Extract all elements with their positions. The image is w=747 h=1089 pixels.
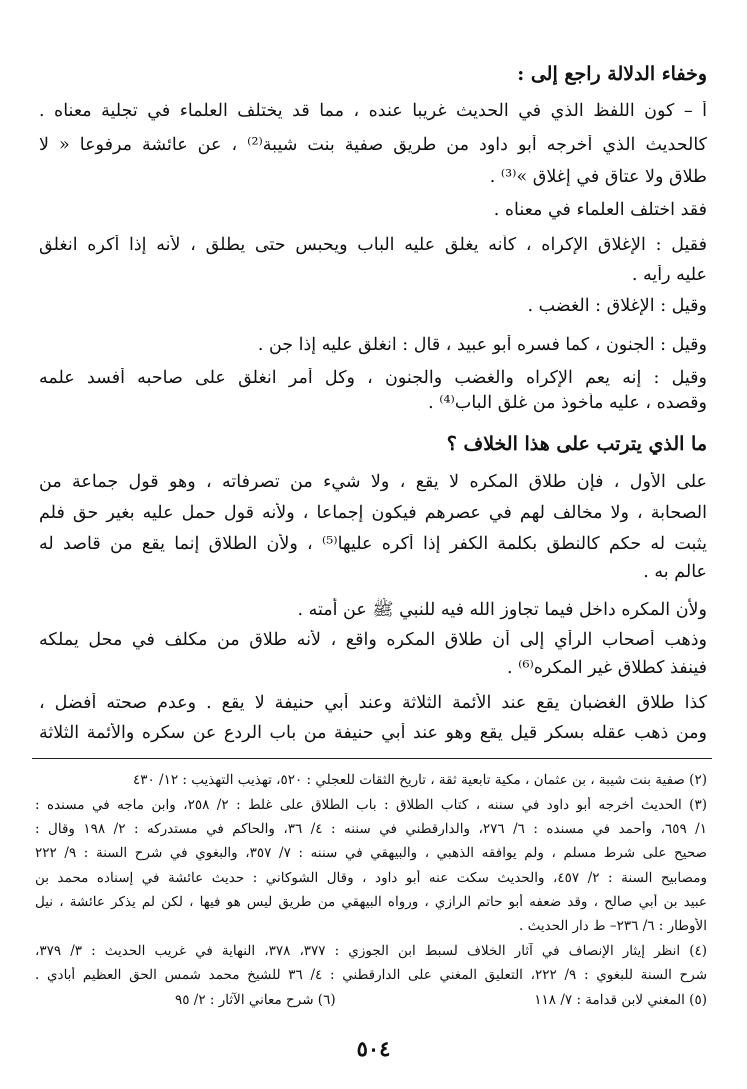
body-line: على الأول ، فإن طلاق المكره لا يقع ، ولا شيء من تصرفاته ، وهو قول جماعة من <box>39 472 707 492</box>
footnote-line: ومصابيح السنة : ٢/ ٤٥٧، والحديث سكت عنه أبو داود ، وقال الشوكاني : حديث عائشة في إسناده محمد بن <box>35 870 707 886</box>
footnote-line: شرح السنة للبغوي : ٩/ ٢٢٢، التعليق المغني على الدارقطني : ٤/ ٣٦ للشيخ محمد شمس الحق العظيم أبادي . <box>35 967 707 983</box>
body-line: ومن ذهب عقله بسكر قيل يقع وهو عند أبي حنيفة من باب الردع عن سكره والأئمة الثلاثة <box>39 723 707 743</box>
body-line: كذا طلاق الغضبان يقع عند الأئمة الثلاثة وعند أبي حنيفة لا يقع . وعدم صحته أفضل ، <box>39 693 707 713</box>
body-line: وقيل : إنه يعم الإكراه والغضب والجنون ، وكل أمر انغلق على صاحبه أفسد علمه <box>39 368 707 388</box>
body-line: عالم به . <box>643 562 707 582</box>
body-line: أ – كون اللفظ الذي في الحديث غريبا عنده ، مما قد يختلف العلماء في تجلية معناه . <box>39 101 707 121</box>
body-line: فقد اختلف العلماء في معناه . <box>493 200 707 220</box>
footnote-row-split <box>35 992 707 1008</box>
body-line: فقيل : الإغلاق الإكراه ، كأنه يغلق عليه الباب ويحبس حتى يطلق ، لأنه إذا أكره انغلق <box>39 235 707 255</box>
body-line: يثبت له حكم كالنطق بكلمة الكفر إذا أكره عليها⁽⁵⁾ ، ولأن الطلاق إنما يقع من قاصد له <box>39 534 707 554</box>
footnote-line: (٣) الحديث أخرجه أبو داود في سننه ، كتاب الطلاق : باب الطلاق على غلط : ٢/ ٢٥٨، وابن ماجه في مسنده : <box>35 797 707 813</box>
footnote-line: صحيح على شرط مسلم ، ولم يوافقه الذهبي ، والبيهقي في سننه : ٧/ ٣٥٧، والبغوي في شرح السنة : ٩/ ٢٢٢ <box>35 845 707 861</box>
section-heading-hidden-meaning: وخفاء الدلالة راجع إلى : <box>517 63 707 85</box>
body-line: عليه رأيه . <box>631 265 707 285</box>
page-number: ٥٠٤ <box>356 1036 391 1061</box>
body-line: ولأن المكره داخل فيما تجاوز الله فيه للنبي ﷺ عن أمته . <box>297 600 707 620</box>
body-line: طلاق ولا عتاق في إغلاق »⁽³⁾ . <box>489 167 707 187</box>
footnote-6: (٦) شرح معاني الآثار : ٢/ ٩٥ <box>175 992 336 1008</box>
footnote-line: (٤) انظر إيثار الإنصاف في آثار الخلاف لسبط ابن الجوزي : ٣٧٧، ٣٧٨، النهاية في غريب الحديث : ٣/ ٣٧٩، <box>35 943 707 959</box>
body-line: فينفذ كطلاق غير المكره⁽⁶⁾ . <box>507 658 707 678</box>
body-line: وقصده ، عليه مأخوذ من غلق الباب⁽⁴⁾ . <box>428 393 707 413</box>
footnote-line: (٢) صفية بنت شيبة ، بن عثمان ، مكية تابعية ثقة ، تاريخ الثقات للعجلي : ٥٢٠، تهذيب التهذيب : ١٢/ ٤٣٠ <box>132 772 707 788</box>
section-heading-consequence: ما الذي يترتب على هذا الخلاف ؟ <box>446 433 707 455</box>
body-line: وقيل : الإغلاق : الغضب . <box>527 296 707 316</box>
footnote-line: ١/ ٦٥٩، وأحمد في مسنده : ٦/ ٢٧٦، والدارقطني في سننه : ٤/ ٣٦، والحاكم في مستدركه : ٢/ ١٩٨ وقال : <box>35 821 707 837</box>
body-line: كالحديث الذي أخرجه أبو داود من طريق صفية بنت شيبة⁽²⁾ ، عن عائشة مرفوعا « لا <box>39 135 707 155</box>
footnote-line: الأوطار : ٦/ ٢٣٦– ط دار الحديث . <box>518 918 707 934</box>
footnote-separator <box>32 758 712 759</box>
body-line: وذهب أصحاب الرأي إلى أن طلاق المكره واقع ، لأنه طلاق من مكلف في محل يملكه <box>39 630 707 650</box>
body-line: الصحابة ، ولا مخالف لهم في عصرهم فيكون إجماعا ، ولأنه قول حمل عليه بغير حق فلم <box>39 503 707 523</box>
body-line: وقيل : الجنون ، كما فسره أبو عبيد ، قال : انغلق عليه إذا جن . <box>257 335 707 355</box>
footnote-line: عبيد بن أبي صالح ، وقد ضعفه أبو حاتم الرازي ، ورواه البيهقي من طريق ليس هو فيها ، لكن لم يذكر عائشة ، نيل <box>35 894 707 910</box>
footnote-5: (٥) المغني لابن قدامة : ٧/ ١١٨ <box>534 992 707 1008</box>
